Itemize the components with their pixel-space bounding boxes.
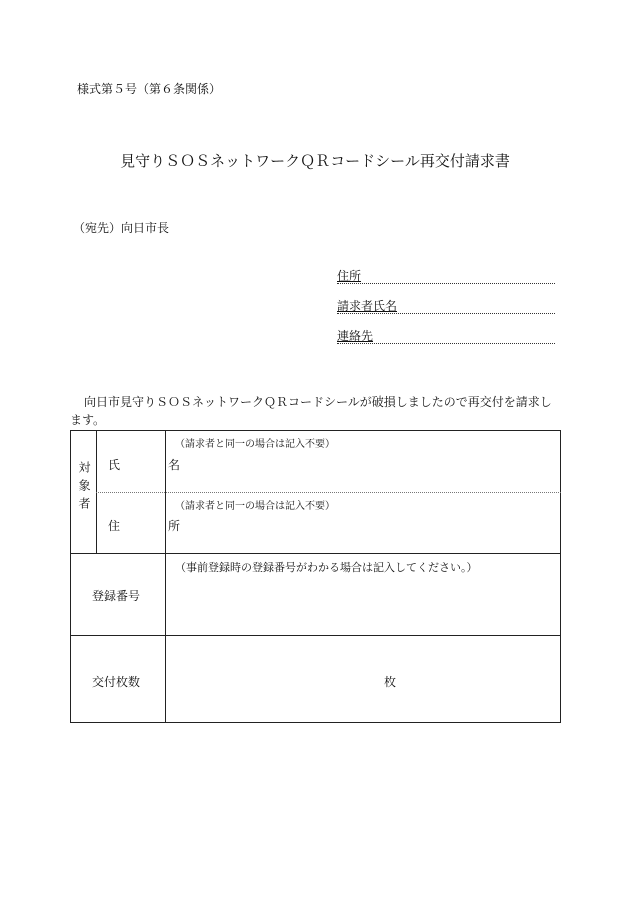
divider: [71, 635, 561, 636]
document-title: 見守りＳＯＳネットワークＱＲコードシール再交付請求書: [120, 152, 510, 170]
target-person-label: 対象者: [77, 461, 91, 515]
registration-number-label: 登録番号: [92, 589, 141, 603]
applicant-name-field[interactable]: [337, 297, 555, 314]
request-statement: 向日市見守りＳＯＳネットワークＱＲコードシールが破損しましたので再交付を請求します。: [70, 395, 552, 427]
issue-count-input[interactable]: [166, 641, 466, 719]
applicant-contact-label: 連絡先: [337, 329, 374, 343]
target-address-note: （請求者と同一の場合は記入不要）: [175, 501, 335, 512]
registration-number-note: （事前登録時の登録番号がわかる場合は記入してください。）: [175, 561, 478, 574]
applicant-address-field[interactable]: [337, 267, 555, 284]
target-address-input[interactable]: [166, 511, 556, 551]
registration-number-input[interactable]: [166, 577, 556, 631]
target-name-input[interactable]: [166, 449, 556, 489]
target-name-note: （請求者と同一の場合は記入不要）: [175, 439, 335, 450]
target-name-label: 氏 名: [108, 458, 199, 472]
applicant-name-label: 請求者氏名: [337, 299, 398, 313]
applicant-contact-field[interactable]: [337, 327, 555, 344]
form-number: 様式第５号（第６条関係）: [77, 82, 222, 96]
issue-count-label: 交付枚数: [92, 675, 141, 689]
applicant-address-label: 住所: [337, 269, 362, 283]
request-table: [70, 430, 561, 723]
addressee: （宛先）向日市長: [73, 221, 170, 235]
divider: [71, 553, 561, 554]
target-address-label: 住 所: [108, 519, 199, 533]
divider: [96, 492, 561, 493]
issue-count-unit: 枚: [384, 675, 397, 689]
